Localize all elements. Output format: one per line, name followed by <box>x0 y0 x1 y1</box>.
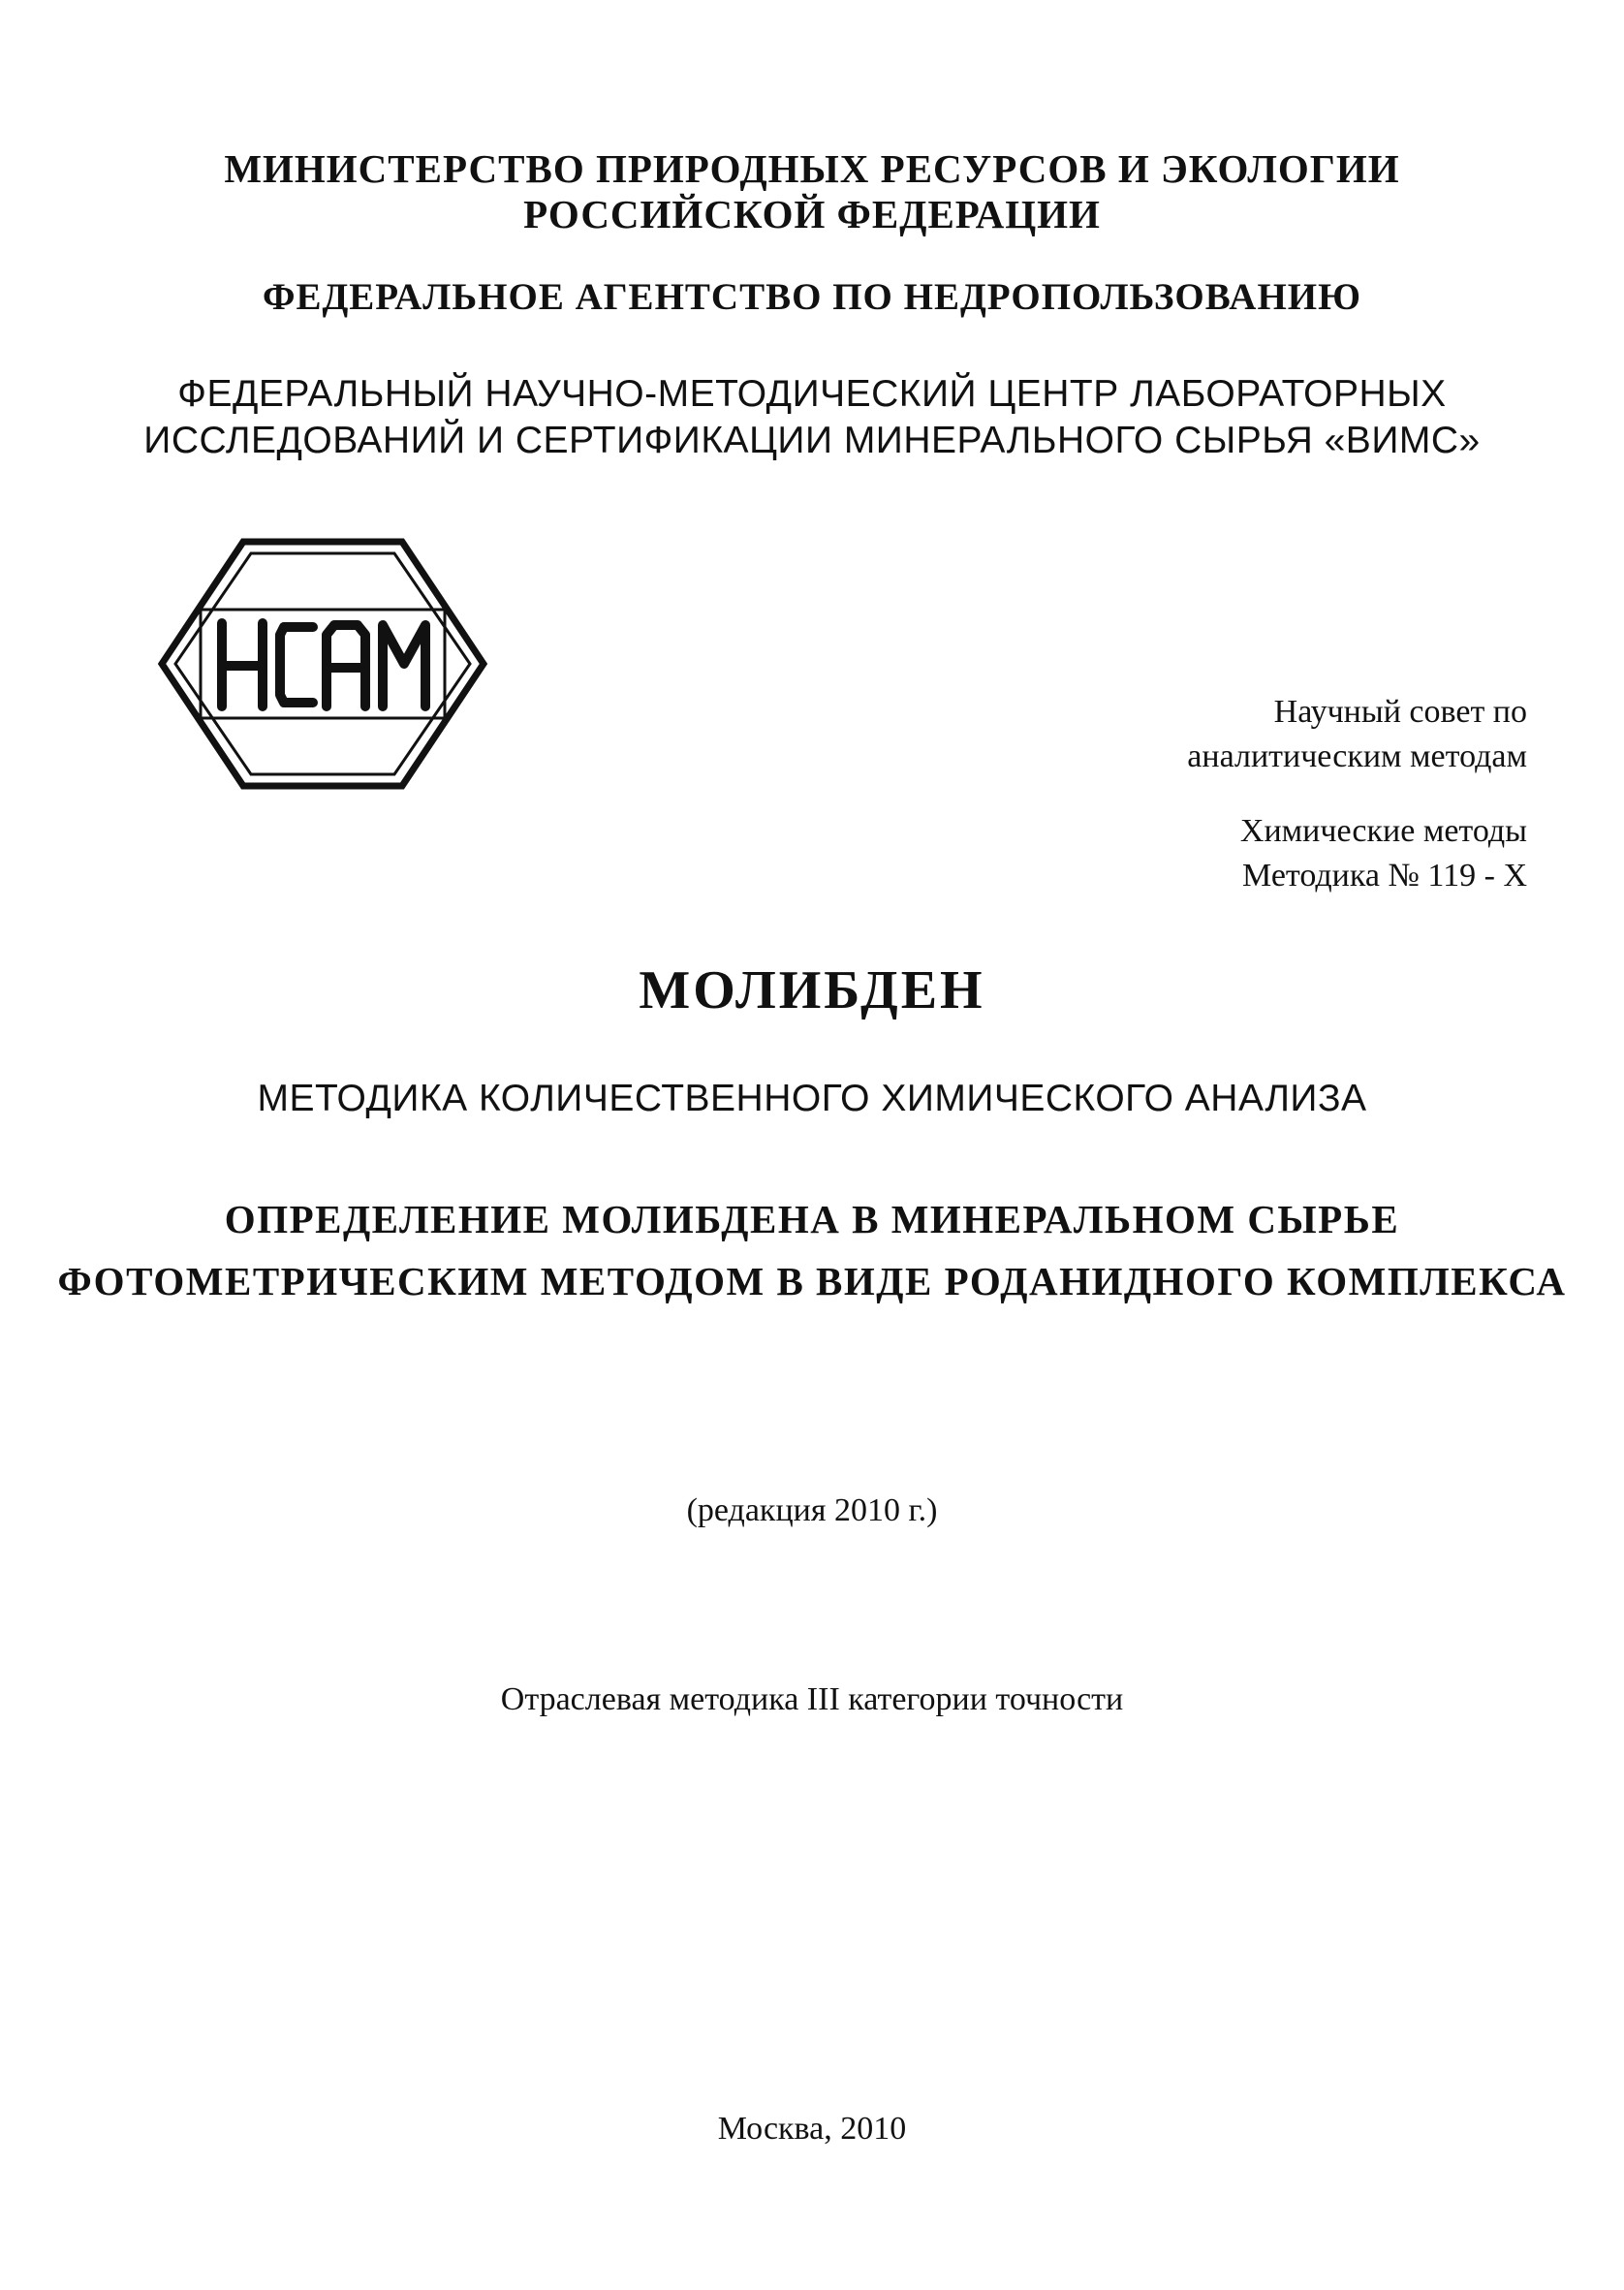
center-name-line-2: ИССЛЕДОВАНИЙ И СЕРТИФИКАЦИИ МИНЕРАЛЬНОГО СЫРЬЯ «ВИМС» <box>143 420 1481 461</box>
place-year: Москва, 2010 <box>717 2111 907 2147</box>
nsam-logo <box>158 538 487 790</box>
agency-name: ФЕДЕРАЛЬНОЕ АГЕНТСТВО ПО НЕДРОПОЛЬЗОВАНИЮ <box>262 276 1362 318</box>
method-category: Химические методы <box>1239 813 1527 849</box>
method-type: МЕТОДИКА КОЛИЧЕСТВЕННОГО ХИМИЧЕСКОГО АНАЛИЗА <box>257 1078 1367 1119</box>
method-number-block <box>1240 809 1527 898</box>
subject-line-1: ОПРЕДЕЛЕНИЕ МОЛИБДЕНА В МИНЕРАЛЬНОМ СЫРЬЕ <box>224 1197 1400 1241</box>
ministry-line-1: МИНИСТЕРСТВО ПРИРОДНЫХ РЕСУРСОВ И ЭКОЛОГИИ <box>224 146 1400 191</box>
subject-line-2: ФОТОМЕТРИЧЕСКИМ МЕТОДОМ В ВИДЕ РОДАНИДНОГО КОМПЛЕКСА <box>57 1259 1567 1303</box>
accuracy-category: Отраслевая методика III категории точности <box>500 1681 1124 1717</box>
element-title: МОЛИБДЕН <box>639 960 985 1020</box>
council-line-2: аналитическим методам <box>1187 738 1527 774</box>
council-block <box>1187 690 1527 779</box>
method-number: Методика № 119 - Х <box>1242 858 1527 894</box>
council-line-1: Научный совет по <box>1273 694 1527 730</box>
hexagon-emblem-icon <box>158 538 487 790</box>
center-name-line-1: ФЕДЕРАЛЬНЫЙ НАУЧНО-МЕТОДИЧЕСКИЙ ЦЕНТР ЛАБОРАТОРНЫХ <box>177 373 1447 415</box>
edition-note: (редакция 2010 г.) <box>686 1492 938 1528</box>
ministry-line-2: РОССИЙСКОЙ ФЕДЕРАЦИИ <box>523 192 1101 236</box>
